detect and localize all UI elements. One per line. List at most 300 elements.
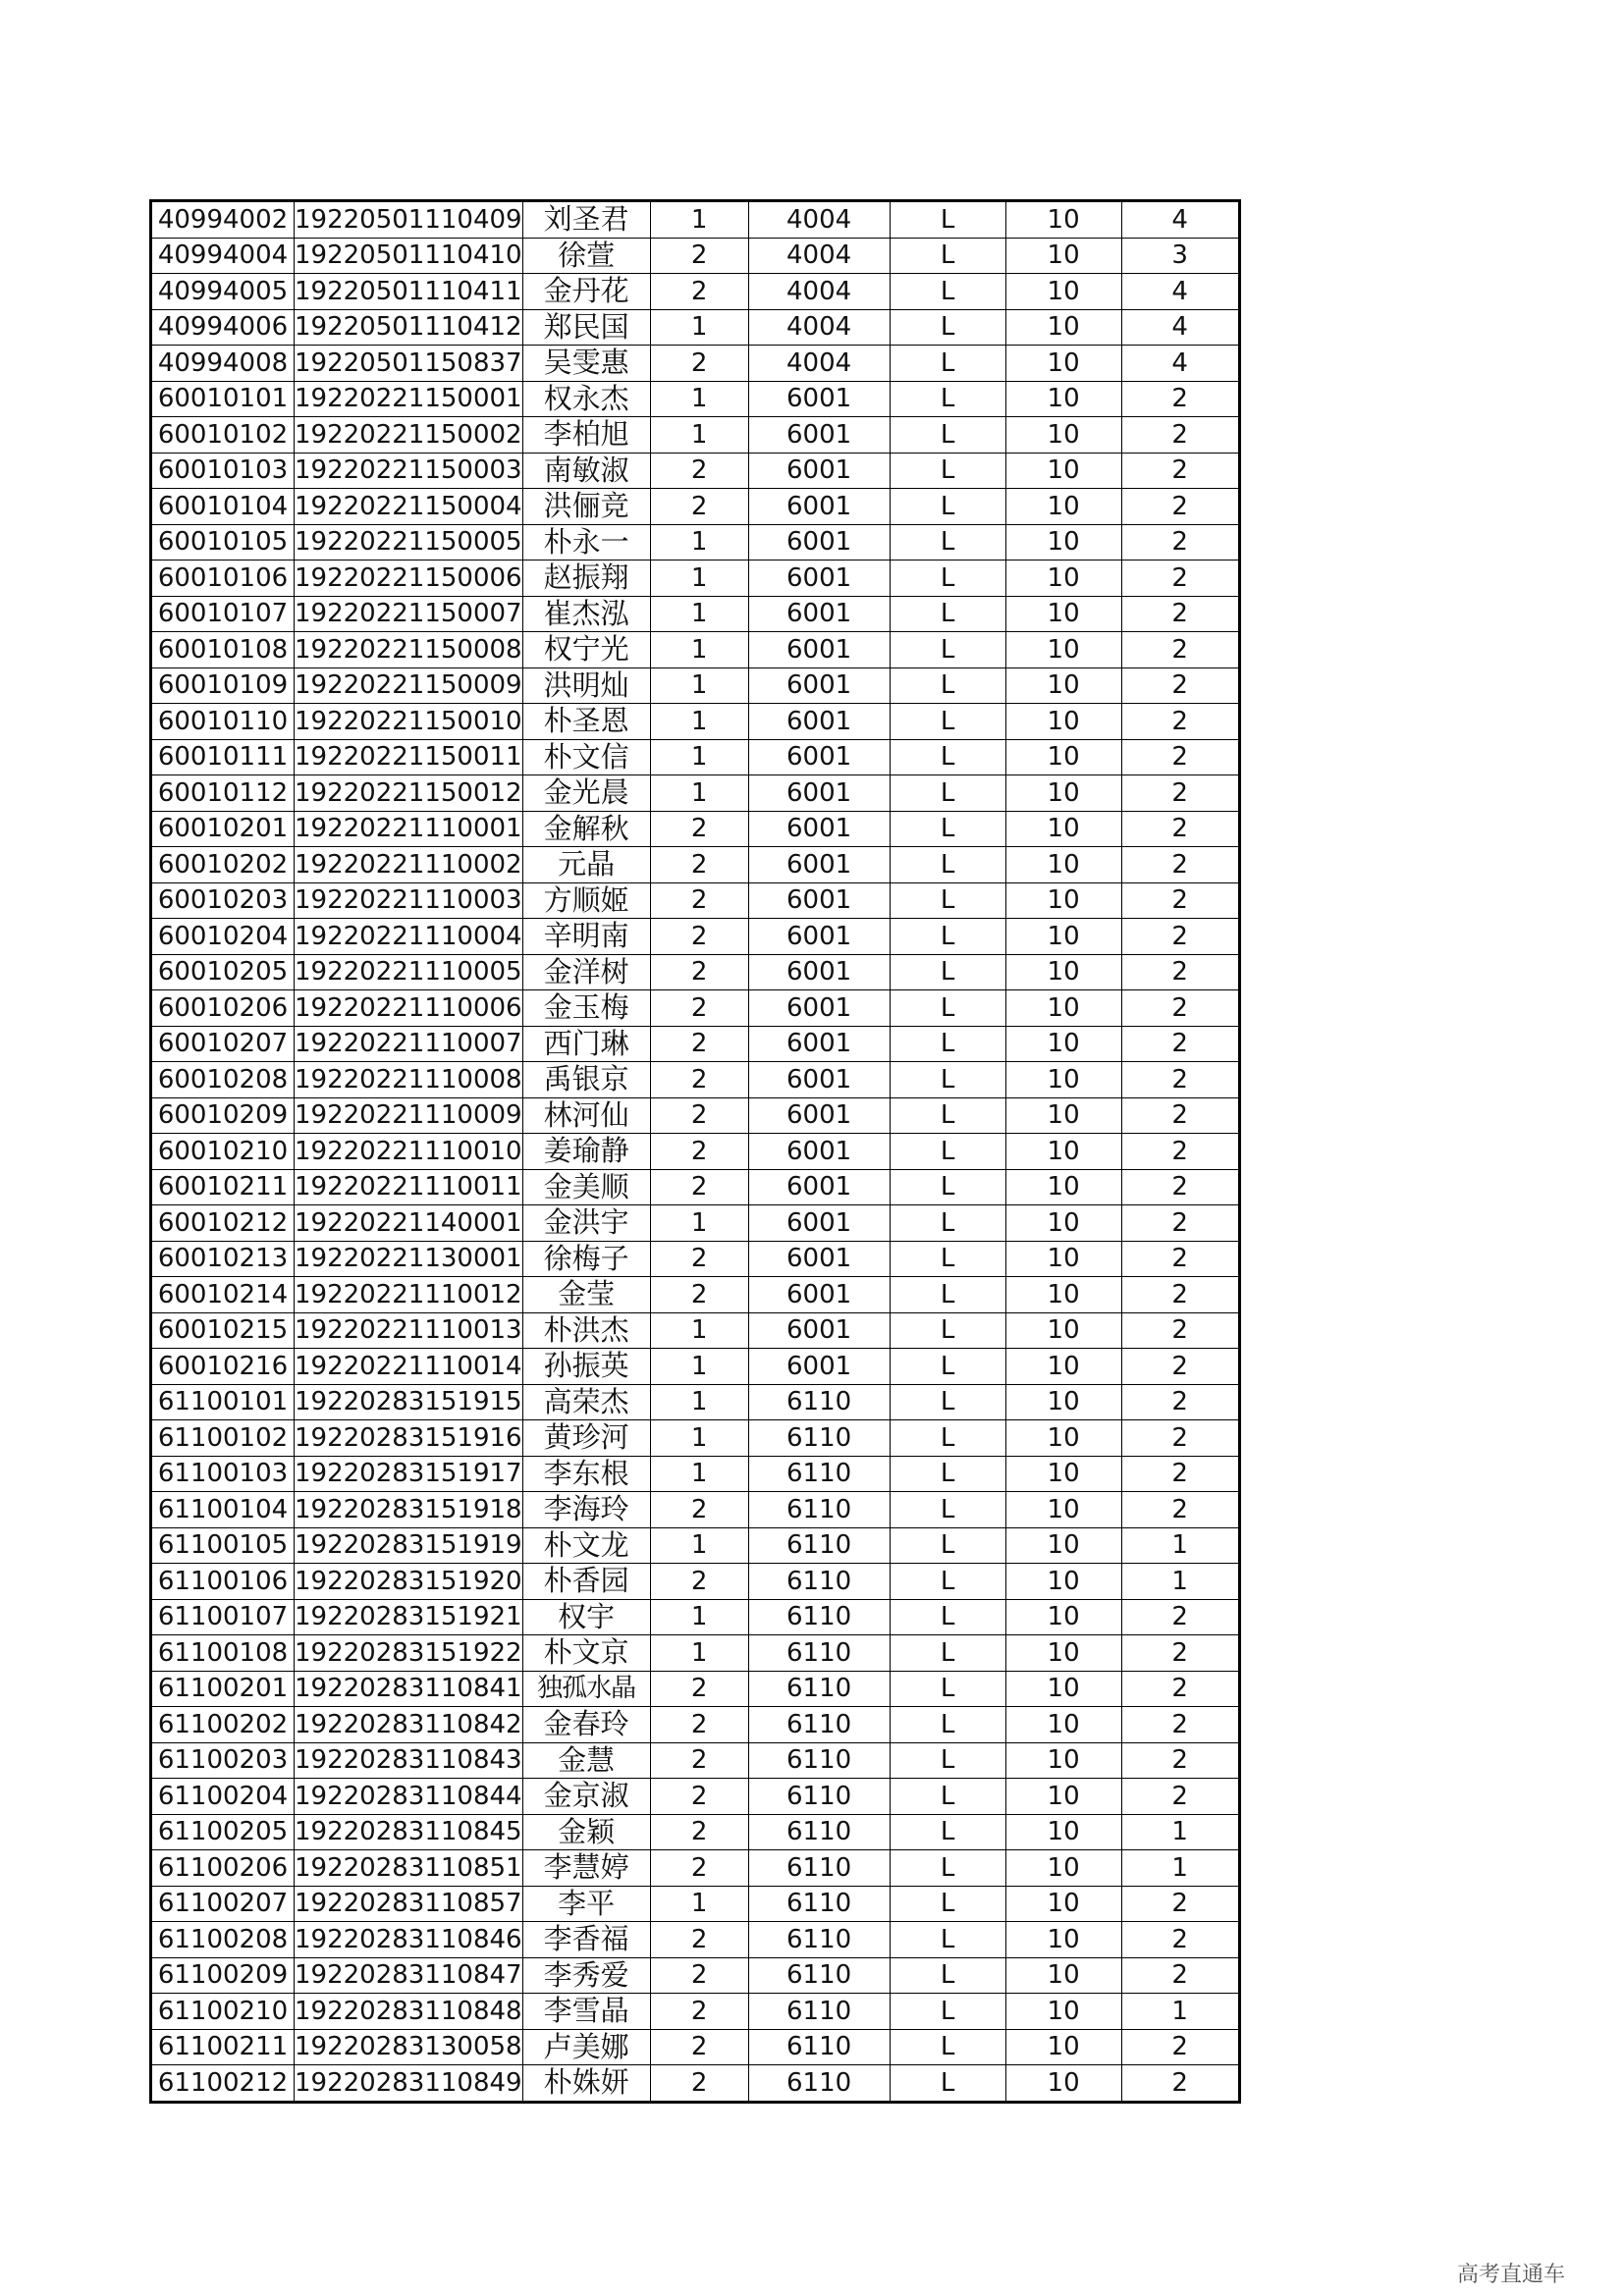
level-cell: 2	[1121, 1886, 1239, 1922]
table-row	[151, 1026, 1240, 1062]
name-cell: 朴文信	[522, 739, 650, 775]
exam-number-cell: 60010203	[151, 882, 295, 919]
school-code-cell: 4004	[748, 309, 890, 346]
code-cell: 1	[650, 417, 748, 454]
name-cell: 林河仙	[522, 1097, 650, 1134]
school-code-cell: 6001	[748, 667, 890, 704]
code-cell: 1	[650, 1349, 748, 1385]
letter-cell: L	[890, 1026, 1005, 1062]
name-cell: 赵振翔	[522, 561, 650, 597]
school-code-cell: 6001	[748, 561, 890, 597]
school-code-cell: 6110	[748, 1922, 890, 1958]
score-cell: 10	[1005, 1062, 1121, 1098]
letter-cell: L	[890, 1742, 1005, 1779]
name-cell: 李平	[522, 1886, 650, 1922]
score-cell: 10	[1005, 1814, 1121, 1850]
table-row	[151, 1599, 1240, 1635]
school-code-cell: 6001	[748, 524, 890, 561]
code-cell: 2	[650, 1671, 748, 1707]
letter-cell: L	[890, 1169, 1005, 1205]
letter-cell: L	[890, 1957, 1005, 1994]
name-cell: 李秀爱	[522, 1957, 650, 1994]
school-code-cell: 6001	[748, 453, 890, 489]
code-cell: 1	[650, 1527, 748, 1564]
school-code-cell: 6110	[748, 2029, 890, 2065]
code-cell: 1	[650, 1420, 748, 1457]
letter-cell: L	[890, 1241, 1005, 1277]
level-cell: 2	[1121, 1384, 1239, 1420]
score-cell: 10	[1005, 775, 1121, 812]
registration-number-cell: 19220283151922	[295, 1635, 523, 1672]
code-cell: 2	[650, 1850, 748, 1887]
level-cell: 2	[1121, 811, 1239, 847]
letter-cell: L	[890, 1814, 1005, 1850]
level-cell: 1	[1121, 1814, 1239, 1850]
registration-number-cell: 19220221110003	[295, 882, 523, 919]
level-cell: 2	[1121, 739, 1239, 775]
name-cell: 辛明南	[522, 919, 650, 955]
letter-cell: L	[890, 524, 1005, 561]
letter-cell: L	[890, 417, 1005, 454]
school-code-cell: 6001	[748, 990, 890, 1027]
table-row	[151, 238, 1240, 274]
name-cell: 独孤水晶	[522, 1671, 650, 1707]
registration-number-cell: 19220221110007	[295, 1026, 523, 1062]
registration-number-cell: 19220501110409	[295, 201, 523, 239]
name-cell: 李慧婷	[522, 1850, 650, 1887]
exam-number-cell: 60010108	[151, 632, 295, 668]
letter-cell: L	[890, 667, 1005, 704]
table-row	[151, 739, 1240, 775]
level-cell: 2	[1121, 1062, 1239, 1098]
score-cell: 10	[1005, 238, 1121, 274]
table-row	[151, 1384, 1240, 1420]
school-code-cell: 6001	[748, 1241, 890, 1277]
letter-cell: L	[890, 882, 1005, 919]
table-row	[151, 667, 1240, 704]
exam-number-cell: 60010109	[151, 667, 295, 704]
name-cell: 金玉梅	[522, 990, 650, 1027]
table-row	[151, 1312, 1240, 1349]
letter-cell: L	[890, 811, 1005, 847]
school-code-cell: 6001	[748, 1026, 890, 1062]
registration-number-cell: 19220221150001	[295, 381, 523, 417]
table-row	[151, 775, 1240, 812]
level-cell: 2	[1121, 1957, 1239, 1994]
table-row	[151, 704, 1240, 740]
name-cell: 朴香园	[522, 1564, 650, 1600]
score-cell: 10	[1005, 954, 1121, 990]
level-cell: 2	[1121, 2029, 1239, 2065]
registration-number-cell: 19220221110006	[295, 990, 523, 1027]
registration-number-cell: 19220283110851	[295, 1850, 523, 1887]
school-code-cell: 6001	[748, 919, 890, 955]
table-row	[151, 596, 1240, 632]
letter-cell: L	[890, 1922, 1005, 1958]
letter-cell: L	[890, 2029, 1005, 2065]
score-cell: 10	[1005, 1886, 1121, 1922]
name-cell: 李香福	[522, 1922, 650, 1958]
exam-number-cell: 60010212	[151, 1205, 295, 1242]
table-row	[151, 1205, 1240, 1242]
name-cell: 卢美娜	[522, 2029, 650, 2065]
exam-number-cell: 60010210	[151, 1134, 295, 1170]
score-cell: 10	[1005, 1456, 1121, 1492]
table-row	[151, 561, 1240, 597]
code-cell: 1	[650, 739, 748, 775]
level-cell: 2	[1121, 954, 1239, 990]
letter-cell: L	[890, 1492, 1005, 1528]
name-cell: 洪明灿	[522, 667, 650, 704]
table-row	[151, 811, 1240, 847]
table-row	[151, 1635, 1240, 1672]
level-cell: 2	[1121, 1097, 1239, 1134]
exam-number-cell: 60010104	[151, 489, 295, 525]
level-cell: 2	[1121, 1671, 1239, 1707]
code-cell: 2	[650, 1241, 748, 1277]
level-cell: 2	[1121, 1922, 1239, 1958]
level-cell: 2	[1121, 990, 1239, 1027]
registration-number-cell: 19220221110012	[295, 1277, 523, 1313]
exam-number-cell: 60010208	[151, 1062, 295, 1098]
name-cell: 金丹花	[522, 274, 650, 310]
code-cell: 1	[650, 561, 748, 597]
code-cell: 2	[650, 954, 748, 990]
exam-number-cell: 60010112	[151, 775, 295, 812]
score-cell: 10	[1005, 1671, 1121, 1707]
school-code-cell: 6110	[748, 1886, 890, 1922]
school-code-cell: 6001	[748, 1134, 890, 1170]
score-cell: 10	[1005, 847, 1121, 883]
table-row	[151, 1994, 1240, 2030]
letter-cell: L	[890, 739, 1005, 775]
registration-number-cell: 19220221110008	[295, 1062, 523, 1098]
letter-cell: L	[890, 346, 1005, 382]
registration-number-cell: 19220283151915	[295, 1384, 523, 1420]
code-cell: 1	[650, 632, 748, 668]
table-row	[151, 1241, 1240, 1277]
table-row	[151, 1349, 1240, 1385]
exam-number-cell: 61100108	[151, 1635, 295, 1672]
exam-number-cell: 61100106	[151, 1564, 295, 1600]
school-code-cell: 6110	[748, 1850, 890, 1887]
score-cell: 10	[1005, 1779, 1121, 1815]
level-cell: 2	[1121, 1312, 1239, 1349]
school-code-cell: 6110	[748, 1994, 890, 2030]
name-cell: 孙振英	[522, 1349, 650, 1385]
code-cell: 1	[650, 704, 748, 740]
table-row	[151, 1707, 1240, 1743]
name-cell: 金美顺	[522, 1169, 650, 1205]
score-cell: 10	[1005, 1277, 1121, 1313]
letter-cell: L	[890, 1527, 1005, 1564]
code-cell: 1	[650, 309, 748, 346]
letter-cell: L	[890, 1850, 1005, 1887]
exam-number-cell: 60010105	[151, 524, 295, 561]
exam-number-cell: 61100204	[151, 1779, 295, 1815]
exam-number-cell: 61100102	[151, 1420, 295, 1457]
letter-cell: L	[890, 847, 1005, 883]
letter-cell: L	[890, 596, 1005, 632]
code-cell: 2	[650, 346, 748, 382]
exam-number-cell: 60010107	[151, 596, 295, 632]
code-cell: 2	[650, 990, 748, 1027]
table-row	[151, 847, 1240, 883]
score-cell: 10	[1005, 1097, 1121, 1134]
letter-cell: L	[890, 201, 1005, 239]
school-code-cell: 6110	[748, 2065, 890, 2103]
name-cell: 朴洪杰	[522, 1312, 650, 1349]
code-cell: 1	[650, 1886, 748, 1922]
table-row	[151, 1062, 1240, 1098]
table-row	[151, 882, 1240, 919]
score-cell: 10	[1005, 596, 1121, 632]
registration-number-cell: 19220221110004	[295, 919, 523, 955]
score-cell: 10	[1005, 417, 1121, 454]
registration-number-cell: 19220221150011	[295, 739, 523, 775]
code-cell: 2	[650, 847, 748, 883]
exam-number-cell: 40994006	[151, 309, 295, 346]
exam-number-cell: 60010209	[151, 1097, 295, 1134]
name-cell: 高荣杰	[522, 1384, 650, 1420]
name-cell: 李东根	[522, 1456, 650, 1492]
score-cell: 10	[1005, 1312, 1121, 1349]
letter-cell: L	[890, 238, 1005, 274]
code-cell: 1	[650, 524, 748, 561]
level-cell: 2	[1121, 632, 1239, 668]
score-cell: 10	[1005, 489, 1121, 525]
school-code-cell: 6001	[748, 596, 890, 632]
score-cell: 10	[1005, 667, 1121, 704]
registration-number-cell: 19220283110849	[295, 2065, 523, 2103]
level-cell: 1	[1121, 1564, 1239, 1600]
name-cell: 金京淑	[522, 1779, 650, 1815]
letter-cell: L	[890, 489, 1005, 525]
name-cell: 金慧	[522, 1742, 650, 1779]
level-cell: 2	[1121, 775, 1239, 812]
score-cell: 10	[1005, 2029, 1121, 2065]
score-cell: 10	[1005, 1349, 1121, 1385]
table-row	[151, 1922, 1240, 1958]
score-cell: 10	[1005, 309, 1121, 346]
table-row	[151, 1886, 1240, 1922]
school-code-cell: 6110	[748, 1635, 890, 1672]
school-code-cell: 6110	[748, 1814, 890, 1850]
score-cell: 10	[1005, 990, 1121, 1027]
level-cell: 2	[1121, 847, 1239, 883]
exam-number-cell: 60010201	[151, 811, 295, 847]
letter-cell: L	[890, 990, 1005, 1027]
registration-number-cell: 19220283110845	[295, 1814, 523, 1850]
registration-number-cell: 19220221150005	[295, 524, 523, 561]
code-cell: 1	[650, 1599, 748, 1635]
score-cell: 10	[1005, 561, 1121, 597]
score-cell: 10	[1005, 1384, 1121, 1420]
level-cell: 3	[1121, 238, 1239, 274]
registration-number-cell: 19220283110843	[295, 1742, 523, 1779]
registration-number-cell: 19220221150006	[295, 561, 523, 597]
registration-number-cell: 19220283151920	[295, 1564, 523, 1600]
exam-number-cell: 40994004	[151, 238, 295, 274]
name-cell: 徐梅子	[522, 1241, 650, 1277]
code-cell: 2	[650, 1779, 748, 1815]
registration-number-cell: 19220283151918	[295, 1492, 523, 1528]
school-code-cell: 6001	[748, 632, 890, 668]
registration-number-cell: 19220221150008	[295, 632, 523, 668]
exam-number-cell: 60010103	[151, 453, 295, 489]
name-cell: 朴文京	[522, 1635, 650, 1672]
code-cell: 2	[650, 274, 748, 310]
letter-cell: L	[890, 1564, 1005, 1600]
name-cell: 方顺姬	[522, 882, 650, 919]
code-cell: 1	[650, 667, 748, 704]
code-cell: 1	[650, 1384, 748, 1420]
school-code-cell: 6001	[748, 1312, 890, 1349]
code-cell: 2	[650, 1957, 748, 1994]
table-row	[151, 1456, 1240, 1492]
score-cell: 10	[1005, 704, 1121, 740]
letter-cell: L	[890, 632, 1005, 668]
letter-cell: L	[890, 381, 1005, 417]
exam-number-cell: 61100203	[151, 1742, 295, 1779]
level-cell: 2	[1121, 1205, 1239, 1242]
school-code-cell: 6001	[748, 1349, 890, 1385]
name-cell: 李海玲	[522, 1492, 650, 1528]
letter-cell: L	[890, 1205, 1005, 1242]
name-cell: 徐萱	[522, 238, 650, 274]
registration-number-cell: 19220221150007	[295, 596, 523, 632]
registration-number-cell: 19220221110009	[295, 1097, 523, 1134]
level-cell: 2	[1121, 1707, 1239, 1743]
level-cell: 2	[1121, 1456, 1239, 1492]
name-cell: 金洪宇	[522, 1205, 650, 1242]
exam-number-cell: 61100211	[151, 2029, 295, 2065]
table-row	[151, 1564, 1240, 1600]
name-cell: 郑民国	[522, 309, 650, 346]
score-cell: 10	[1005, 274, 1121, 310]
name-cell: 李雪晶	[522, 1994, 650, 2030]
score-cell: 10	[1005, 1420, 1121, 1457]
exam-number-cell: 61100104	[151, 1492, 295, 1528]
level-cell: 1	[1121, 1850, 1239, 1887]
name-cell: 朴文龙	[522, 1527, 650, 1564]
registration-number-cell: 19220283110846	[295, 1922, 523, 1958]
registration-number-cell: 19220221150009	[295, 667, 523, 704]
letter-cell: L	[890, 1779, 1005, 1815]
school-code-cell: 6001	[748, 704, 890, 740]
school-code-cell: 6001	[748, 1205, 890, 1242]
table-row	[151, 1957, 1240, 1994]
name-cell: 崔杰泓	[522, 596, 650, 632]
exam-number-cell: 40994005	[151, 274, 295, 310]
name-cell: 权宁光	[522, 632, 650, 668]
score-cell: 10	[1005, 1241, 1121, 1277]
level-cell: 2	[1121, 1169, 1239, 1205]
letter-cell: L	[890, 1097, 1005, 1134]
name-cell: 西门琳	[522, 1026, 650, 1062]
code-cell: 2	[650, 1062, 748, 1098]
score-cell: 10	[1005, 1742, 1121, 1779]
school-code-cell: 6110	[748, 1527, 890, 1564]
exam-number-cell: 61100105	[151, 1527, 295, 1564]
exam-number-cell: 61100201	[151, 1671, 295, 1707]
level-cell: 2	[1121, 1420, 1239, 1457]
name-cell: 权永杰	[522, 381, 650, 417]
registration-number-cell: 19220283151917	[295, 1456, 523, 1492]
table-row	[151, 1277, 1240, 1313]
letter-cell: L	[890, 1886, 1005, 1922]
name-cell: 金光晨	[522, 775, 650, 812]
registration-number-cell: 19220283110841	[295, 1671, 523, 1707]
score-cell: 10	[1005, 1850, 1121, 1887]
name-cell: 朴永一	[522, 524, 650, 561]
level-cell: 1	[1121, 1527, 1239, 1564]
registration-number-cell: 19220221150012	[295, 775, 523, 812]
table-row	[151, 1527, 1240, 1564]
registration-number-cell: 19220221110014	[295, 1349, 523, 1385]
exam-number-cell: 61100205	[151, 1814, 295, 1850]
level-cell: 4	[1121, 309, 1239, 346]
code-cell: 1	[650, 1312, 748, 1349]
score-cell: 10	[1005, 346, 1121, 382]
exam-number-cell: 60010110	[151, 704, 295, 740]
table-row	[151, 1850, 1240, 1887]
letter-cell: L	[890, 561, 1005, 597]
code-cell: 2	[650, 1169, 748, 1205]
score-cell: 10	[1005, 1922, 1121, 1958]
code-cell: 2	[650, 2029, 748, 2065]
registration-number-cell: 19220283151921	[295, 1599, 523, 1635]
exam-number-cell: 60010106	[151, 561, 295, 597]
exam-number-cell: 60010216	[151, 1349, 295, 1385]
exam-number-cell: 61100101	[151, 1384, 295, 1420]
letter-cell: L	[890, 954, 1005, 990]
name-cell: 南敏淑	[522, 453, 650, 489]
code-cell: 2	[650, 1742, 748, 1779]
registration-number-cell: 19220221110001	[295, 811, 523, 847]
registration-number-cell: 19220283151916	[295, 1420, 523, 1457]
registration-number-cell: 19220221130001	[295, 1241, 523, 1277]
name-cell: 朴姝妍	[522, 2065, 650, 2103]
level-cell: 2	[1121, 667, 1239, 704]
score-cell: 10	[1005, 201, 1121, 239]
name-cell: 金春玲	[522, 1707, 650, 1743]
school-code-cell: 6110	[748, 1492, 890, 1528]
code-cell: 2	[650, 1564, 748, 1600]
code-cell: 1	[650, 381, 748, 417]
registration-number-cell: 19220221150010	[295, 704, 523, 740]
exam-number-cell: 60010211	[151, 1169, 295, 1205]
level-cell: 2	[1121, 1779, 1239, 1815]
letter-cell: L	[890, 2065, 1005, 2103]
score-cell: 10	[1005, 1635, 1121, 1672]
table-row	[151, 1492, 1240, 1528]
school-code-cell: 6110	[748, 1707, 890, 1743]
exam-number-cell: 40994008	[151, 346, 295, 382]
school-code-cell: 6110	[748, 1564, 890, 1600]
school-code-cell: 6001	[748, 1097, 890, 1134]
exam-number-cell: 61100210	[151, 1994, 295, 2030]
school-code-cell: 6001	[748, 381, 890, 417]
name-cell: 金洋树	[522, 954, 650, 990]
code-cell: 2	[650, 1277, 748, 1313]
school-code-cell: 6001	[748, 1169, 890, 1205]
level-cell: 2	[1121, 704, 1239, 740]
score-cell: 10	[1005, 1994, 1121, 2030]
letter-cell: L	[890, 1349, 1005, 1385]
score-cell: 10	[1005, 1169, 1121, 1205]
school-code-cell: 4004	[748, 274, 890, 310]
